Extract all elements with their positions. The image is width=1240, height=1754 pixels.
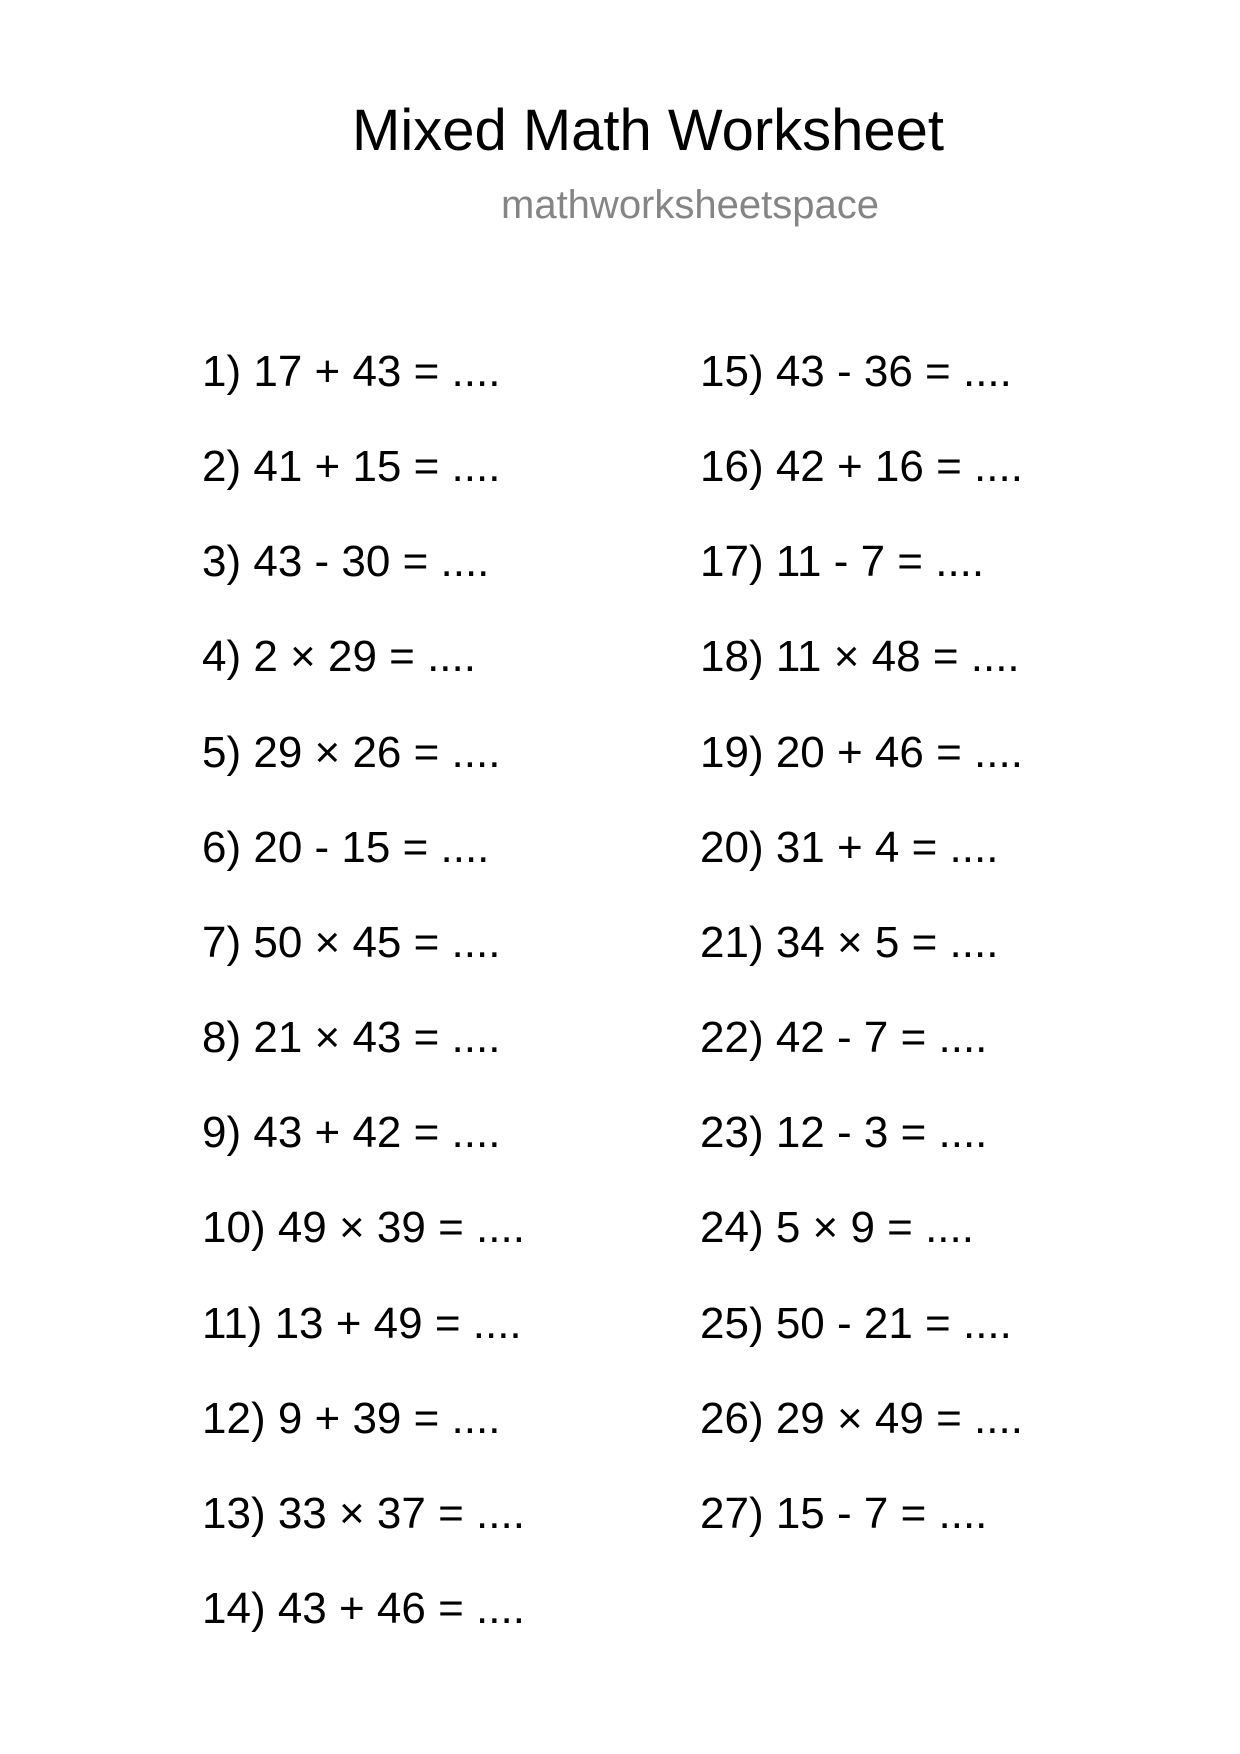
problem-number: 4)	[202, 632, 242, 682]
answer-blank[interactable]: ....	[970, 632, 1020, 682]
problem-expression: 43 - 30 =	[253, 537, 429, 587]
answer-blank[interactable]: ....	[451, 917, 501, 967]
problem-item	[700, 632, 1020, 682]
problem-expression: 15 - 7 =	[775, 1488, 927, 1538]
answer-blank[interactable]: ....	[938, 1488, 988, 1538]
problem-number: 17)	[700, 537, 764, 587]
problem-expression: 43 - 36 =	[775, 347, 951, 396]
problem-item	[202, 347, 501, 396]
problem-item	[700, 1298, 1012, 1348]
problem-number: 6)	[202, 822, 242, 872]
problem-number: 10)	[202, 1203, 266, 1253]
problem-item	[202, 917, 501, 967]
problem-item	[700, 537, 985, 587]
problem-expression: 43 + 42 =	[253, 1108, 440, 1158]
problem-expression: 20 - 15 =	[253, 822, 429, 872]
problem-number: 8)	[202, 1013, 242, 1063]
problem-item	[202, 1393, 501, 1443]
problem-item	[700, 1393, 1023, 1443]
answer-blank[interactable]: ....	[938, 1013, 988, 1063]
problem-number: 15)	[700, 347, 764, 396]
problem-expression: 42 - 7 =	[775, 1013, 927, 1063]
problem-item	[700, 1108, 988, 1158]
problem-item	[700, 822, 999, 872]
problem-expression: 5 × 9 =	[775, 1203, 913, 1253]
problem-expression: 41 + 15 =	[253, 442, 440, 492]
problem-item	[202, 1203, 525, 1253]
problem-item	[202, 1583, 525, 1633]
problem-expression: 11 × 48 =	[775, 632, 959, 682]
problem-expression: 21 × 43 =	[253, 1013, 440, 1063]
problem-number: 16)	[700, 442, 764, 492]
answer-blank[interactable]: ....	[451, 1393, 501, 1443]
problem-number: 7)	[202, 917, 242, 967]
problem-expression: 42 + 16 =	[775, 442, 962, 492]
problem-number: 27)	[700, 1488, 764, 1538]
problem-expression: 29 × 49 =	[775, 1393, 962, 1443]
problem-number: 20)	[700, 822, 764, 872]
problem-expression: 13 + 49 =	[274, 1298, 461, 1348]
worksheet-source-watermark: mathworksheetspace	[501, 183, 879, 227]
problem-item	[700, 917, 999, 967]
answer-blank[interactable]: ....	[451, 1108, 501, 1158]
problem-number: 18)	[700, 632, 764, 682]
answer-blank[interactable]: ....	[476, 1488, 525, 1538]
problem-expression: 20 + 46 =	[775, 727, 962, 777]
problem-item	[202, 1013, 501, 1063]
problem-number: 24)	[700, 1203, 764, 1253]
problem-number: 13)	[202, 1488, 266, 1538]
problem-number: 22)	[700, 1013, 764, 1063]
problem-number: 2)	[202, 442, 242, 492]
problem-expression: 31 + 4 =	[775, 822, 938, 872]
answer-blank[interactable]: ....	[476, 1583, 525, 1633]
problem-expression: 29 × 26 =	[253, 727, 440, 777]
answer-blank[interactable]: ....	[974, 727, 1023, 777]
answer-blank[interactable]: ....	[949, 822, 999, 872]
answer-blank[interactable]: ....	[440, 537, 490, 587]
problem-expression: 33 × 37 =	[277, 1488, 464, 1538]
answer-blank[interactable]: ....	[974, 442, 1023, 492]
problem-expression: 12 - 3 =	[775, 1108, 927, 1158]
problem-item	[202, 1108, 501, 1158]
problem-number: 25)	[700, 1298, 764, 1348]
problem-number: 9)	[202, 1108, 242, 1158]
problem-expression: 17 + 43 =	[253, 347, 440, 396]
answer-blank[interactable]: ....	[451, 442, 501, 492]
problem-expression: 43 + 46 =	[277, 1583, 464, 1633]
answer-blank[interactable]: ....	[451, 727, 501, 777]
problem-number: 3)	[202, 537, 242, 587]
problem-item	[700, 347, 1012, 396]
problem-expression: 34 × 5 =	[775, 917, 938, 967]
answer-blank[interactable]: ....	[440, 822, 490, 872]
problem-number: 5)	[202, 727, 242, 777]
answer-blank[interactable]: ....	[949, 917, 999, 967]
answer-blank[interactable]: ....	[935, 537, 985, 587]
problem-item	[202, 442, 501, 492]
problem-item	[202, 1298, 522, 1348]
problem-item	[700, 442, 1023, 492]
problem-expression: 50 - 21 =	[775, 1298, 951, 1348]
problem-expression: 50 × 45 =	[253, 917, 440, 967]
problem-number: 12)	[202, 1393, 266, 1443]
problem-item	[202, 822, 490, 872]
problem-number: 26)	[700, 1393, 764, 1443]
answer-blank[interactable]: ....	[962, 347, 1012, 396]
answer-blank[interactable]: ....	[925, 1203, 974, 1253]
problem-number: 1)	[202, 347, 242, 396]
problem-number: 23)	[700, 1108, 764, 1158]
answer-blank[interactable]: ....	[938, 1108, 988, 1158]
problem-item	[202, 1488, 525, 1538]
answer-blank[interactable]: ....	[472, 1298, 522, 1348]
problem-item	[700, 1203, 974, 1253]
problem-item	[700, 1488, 988, 1538]
problem-number: 14)	[202, 1583, 266, 1633]
problem-number: 19)	[700, 727, 764, 777]
problem-item	[202, 632, 476, 682]
problem-expression: 49 × 39 =	[277, 1203, 464, 1253]
answer-blank[interactable]: ....	[451, 347, 501, 396]
problem-expression: 2 × 29 =	[253, 632, 415, 682]
problem-number: 11)	[202, 1298, 263, 1348]
problem-item	[700, 1013, 988, 1063]
worksheet-title: Mixed Math Worksheet	[352, 98, 945, 163]
answer-blank[interactable]: ....	[962, 1298, 1012, 1348]
problem-number: 21)	[700, 917, 764, 967]
problem-item	[202, 537, 490, 587]
problem-item	[700, 727, 1023, 777]
answer-blank[interactable]: ....	[451, 1013, 501, 1063]
answer-blank[interactable]: ....	[974, 1393, 1023, 1443]
problem-expression: 9 + 39 =	[277, 1393, 440, 1443]
answer-blank[interactable]: ....	[427, 632, 476, 682]
answer-blank[interactable]: ....	[476, 1203, 525, 1253]
problem-expression: 11 - 7 =	[775, 537, 923, 587]
problem-item	[202, 727, 501, 777]
